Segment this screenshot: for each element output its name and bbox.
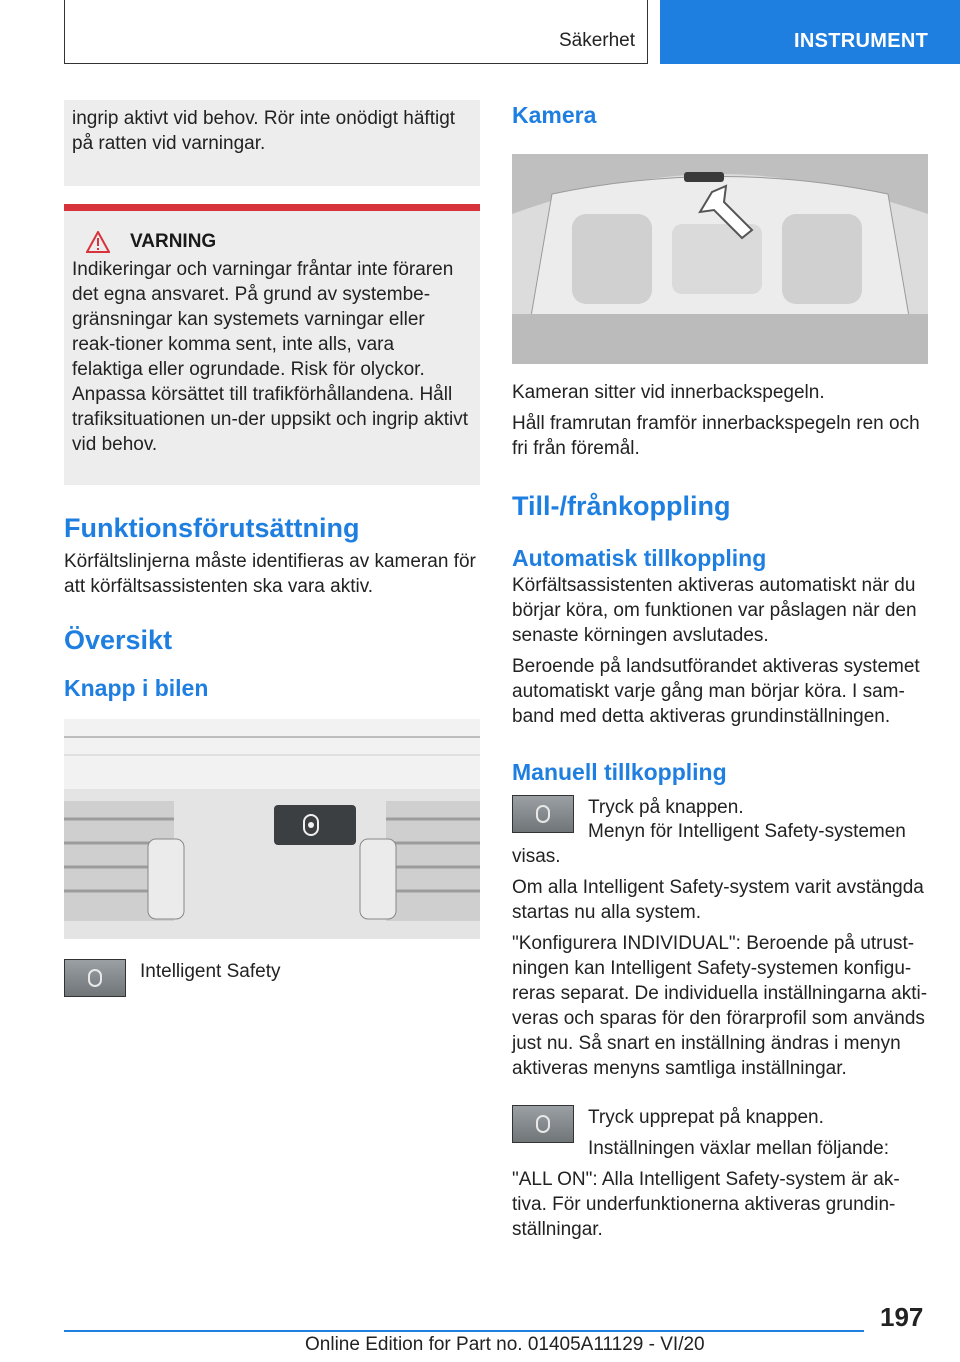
funktion-text: Körfältslinjerna måste identifieras av kameran för att körfältsassistenten ska vara aktiv. [64, 551, 476, 597]
button-legend [64, 959, 480, 997]
allon-text: "ALL ON": Alla Intelligent Safety-system är ak-tiva. För underfunktionerna aktiveras grundin-ställningar. [512, 1169, 900, 1240]
footer-divider [64, 1330, 864, 1332]
warning-box [64, 204, 480, 485]
rear-window-camera-image [512, 154, 928, 364]
intelligent-safety-button-icon [512, 1105, 574, 1143]
manuell-text-2: "Konfigurera INDIVIDUAL": Beroende på utrust-ningen kan Intelligent Safety-systemen konfigu-reras separat. De individuella inställningarna akti-veras och sparas för den förarprofil som används just nu. Så snart en inställning ändras i menyn aktiveras menyns samtliga inställningar. [512, 933, 928, 1079]
section-tab[interactable] [64, 0, 648, 64]
right-column [512, 100, 928, 1248]
dashboard-vents-image [64, 719, 480, 939]
step-2-result: Inställningen växlar mellan följande: [588, 1138, 890, 1159]
footer-edition: Online Edition for Part no. 01405A11129 - VI/20 [305, 1334, 705, 1355]
manuell-text-1: Om alla Intelligent Safety-system varit avstängda startas nu alla system. [512, 877, 924, 923]
auto-text-1: Körfältsassistenten aktiveras automatiskt när du börjar köra, om funktionen var påslagen när den senaste körningen avslutades. [512, 575, 917, 646]
heading-kamera: Kamera [512, 102, 597, 128]
kamera-text-2: Håll framrutan framför innerbackspegeln ren och fri från föremål. [512, 413, 920, 459]
camera-illustration [512, 154, 928, 364]
chapter-tab[interactable] [660, 0, 960, 64]
left-column [64, 100, 480, 997]
auto-text-2: Beroende på landsutförandet aktiveras systemet automatiskt varje gång man börjar köra. I sam-band med detta aktiveras grundinställningen. [512, 656, 920, 727]
note-text: ingrip aktivt vid behov. Rör inte onödigt häftigt på ratten vid varningar. [72, 108, 456, 154]
intelligent-safety-button-icon [64, 959, 126, 997]
section-label: Säkerhet [558, 30, 635, 51]
chapter-label: INSTRUMENT [794, 30, 929, 52]
step-1-text: Tryck på knappen. [588, 797, 744, 818]
step-2-text: Tryck upprepat på knappen. [588, 1107, 824, 1128]
note-box [64, 100, 480, 186]
heading-funktion: Funktionsförutsättning [64, 513, 360, 543]
dashboard-button-illustration [64, 719, 480, 939]
heading-oversikt: Översikt [64, 625, 173, 655]
warning-heading [72, 231, 470, 253]
heading-automatisk: Automatisk tillkoppling [512, 545, 767, 571]
heading-knapp: Knapp i bilen [64, 675, 209, 701]
kamera-text-1: Kameran sitter vid innerbackspegeln. [512, 382, 825, 403]
step-1-result: Menyn för Intelligent Safety-systemen visas. [512, 821, 906, 867]
warning-triangle-icon [86, 231, 110, 253]
page-number: 197 [880, 1302, 924, 1332]
heading-manuell: Manuell tillkoppling [512, 759, 727, 785]
warning-text: Indikeringar och varningar fråntar inte föraren det egna ansvaret. På grund av systembe-gränsningar kan systemets varningar eller reak-tioner komma sent, inte alls, vara felaktiga eller ogrundade. Risk för olyckor. Anpassa körsättet till trafikförhållandena. Håll trafiksituationen un-der uppsikt och ingrip aktivt vid behov. [72, 259, 469, 455]
button-label: Intelligent Safety [140, 961, 281, 982]
warning-title: VARNING [130, 231, 217, 252]
heading-till-fran: Till-/frånkoppling [512, 491, 731, 521]
step-2 [512, 1105, 928, 1167]
intelligent-safety-button-icon [512, 795, 574, 833]
